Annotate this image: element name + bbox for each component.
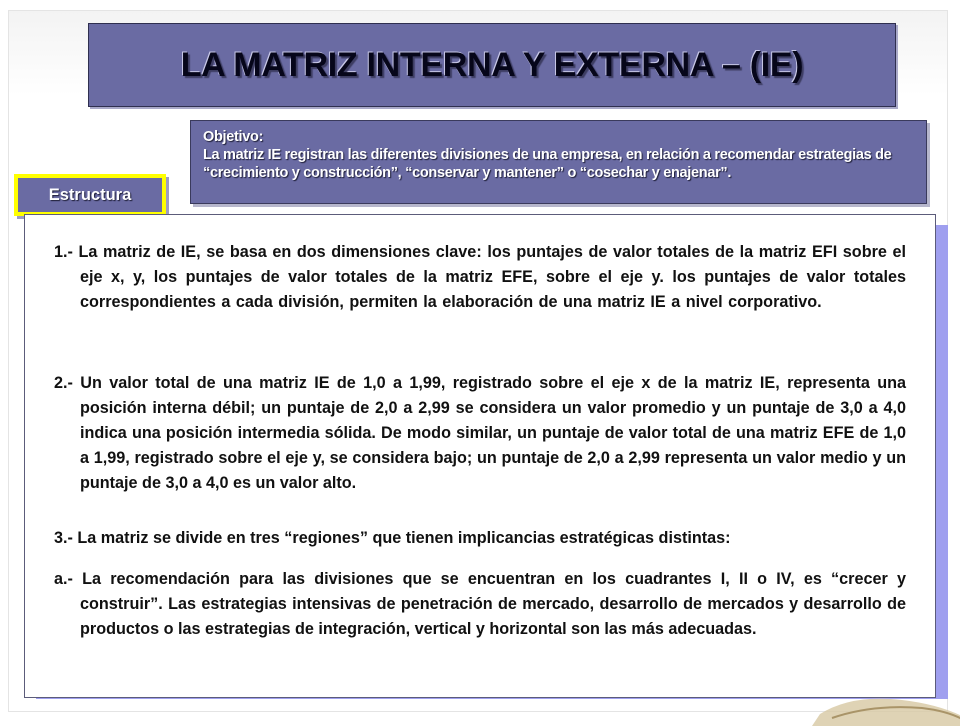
section-tag-label: Estructura — [18, 178, 162, 212]
objective-heading: Objetivo: — [203, 129, 264, 145]
section-tag — [14, 174, 166, 216]
objective-panel — [190, 120, 927, 204]
paragraph-2: 2.- Un valor total de una matriz IE de 1,0 a 1,99, registrado sobre el eje x de la matriz IE, representa una posición interna débil; un puntaje de 2,0 a 2,99 se considera un valor promedio y un puntaje de 3,0 a 4,0 indica una posición intermedia sólida. De modo similar, un puntaje de valor total de una matriz EFE de 1,0 a 1,99, registrado sobre el eje y, se considera bajo; un puntaje de 2,0 a 2,99 representa un valor medio y un puntaje de 3,0 a 4,0 es un valor alto. — [54, 374, 906, 492]
paragraph-3a: a.- La recomendación para las divisiones que se encuentran en los cuadrantes I, II o IV, es “crecer y construir”. Las estrategias intensivas de penetración de mercado, desarrollo de mercados y desarrollo de productos o las estrategias de integración, vertical y horizontal son las más adecuadas. — [54, 570, 906, 638]
paragraph-1: 1.- La matriz de IE, se basa en dos dimensiones clave: los puntajes de valor totales de la matriz EFI sobre el eje x, y, los puntajes de valor totales de la matriz EFE, sobre el eje y. los puntajes de valor totales correspondientes a cada división, permiten la elaboración de una matriz IE a nivel corporativo. — [54, 243, 906, 311]
slide-title: LA MATRIZ INTERNA Y EXTERNA – (IE) — [180, 45, 804, 84]
objective-text: La matriz IE registran las diferentes divisiones de una empresa, en relación a recomendar estrategias de “crecimiento y construcción”, “conservar y mantener” o “cosechar y enajenar”. — [203, 147, 892, 181]
title-banner — [88, 23, 896, 107]
paragraph-3: 3.- La matriz se divide en tres “regiones” que tienen implicancias estratégicas distintas: — [54, 529, 731, 547]
corner-decoration-icon — [812, 686, 960, 726]
